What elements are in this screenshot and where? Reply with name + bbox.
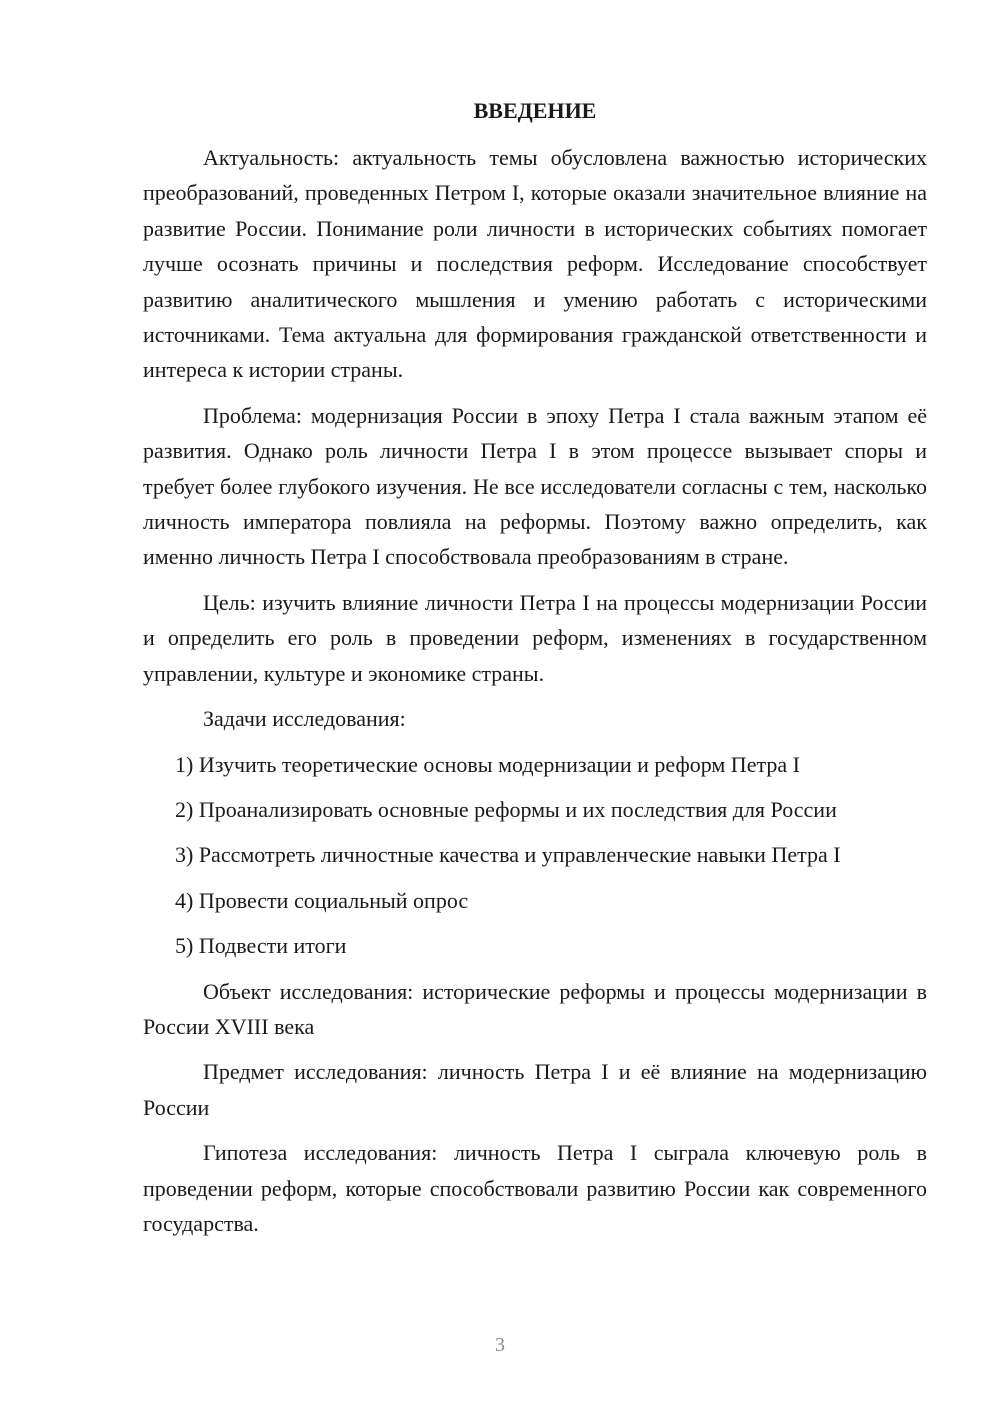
page-title: ВВЕДЕНИЕ — [473, 98, 597, 123]
hypothesis-paragraph: Гипотеза исследования: личность Петра I сыграла ключевую роль в проведении реформ, которые способствовали развитию России как современного государства. — [143, 1140, 927, 1236]
list-item: 1) Изучить теоретические основы модернизации и реформ Петра I — [175, 751, 800, 777]
list-item: 3) Рассмотреть личностные качества и управленческие навыки Петра I — [175, 842, 841, 868]
tasks-list — [143, 747, 927, 964]
object-paragraph: Объект исследования: исторические реформы и процессы модернизации в России XVIII века — [143, 978, 927, 1039]
list-item: 2) Проанализировать основные реформы и их последствия для России — [175, 796, 837, 822]
page-number: 3 — [495, 1334, 505, 1356]
problem-paragraph: Проблема: модернизация России в эпоху Петра I стала важным этапом её развития. Однако роль личности Петра I в этом процессе вызывает споры и требует более глубокого изучения. Не все исследователи согласны с тем, насколько личность императора повлияла на реформы. Поэтому важно определить, как именно личность Петра I способствовала преобразованиям в стране. — [143, 402, 927, 570]
list-item: 5) Подвести итоги — [175, 933, 347, 959]
list-item: 4) Провести социальный опрос — [175, 887, 469, 913]
page-content — [143, 96, 927, 1251]
goal-paragraph: Цель: изучить влияние личности Петра I на процессы модернизации России и определить его роль в проведении реформ, изменениях в государственном управлении, культуре и экономике страны. — [143, 589, 927, 686]
tasks-heading: Задачи исследования: — [203, 706, 406, 732]
relevance-paragraph: Актуальность: актуальность темы обусловлена важностью исторических преобразований, проведенных Петром I, которые оказали значительное влияние на развитие России. Понимание роли личности в исторических событиях помогает лучше осознать причины и последствия реформ. Исследование способствует развитию аналитического мышления и умению работать с историческими источниками. Тема актуальна для формирования гражданской ответственности и интереса к истории страны. — [143, 145, 927, 383]
subject-paragraph: Предмет исследования: личность Петра I и её влияние на модернизацию России — [143, 1059, 927, 1120]
